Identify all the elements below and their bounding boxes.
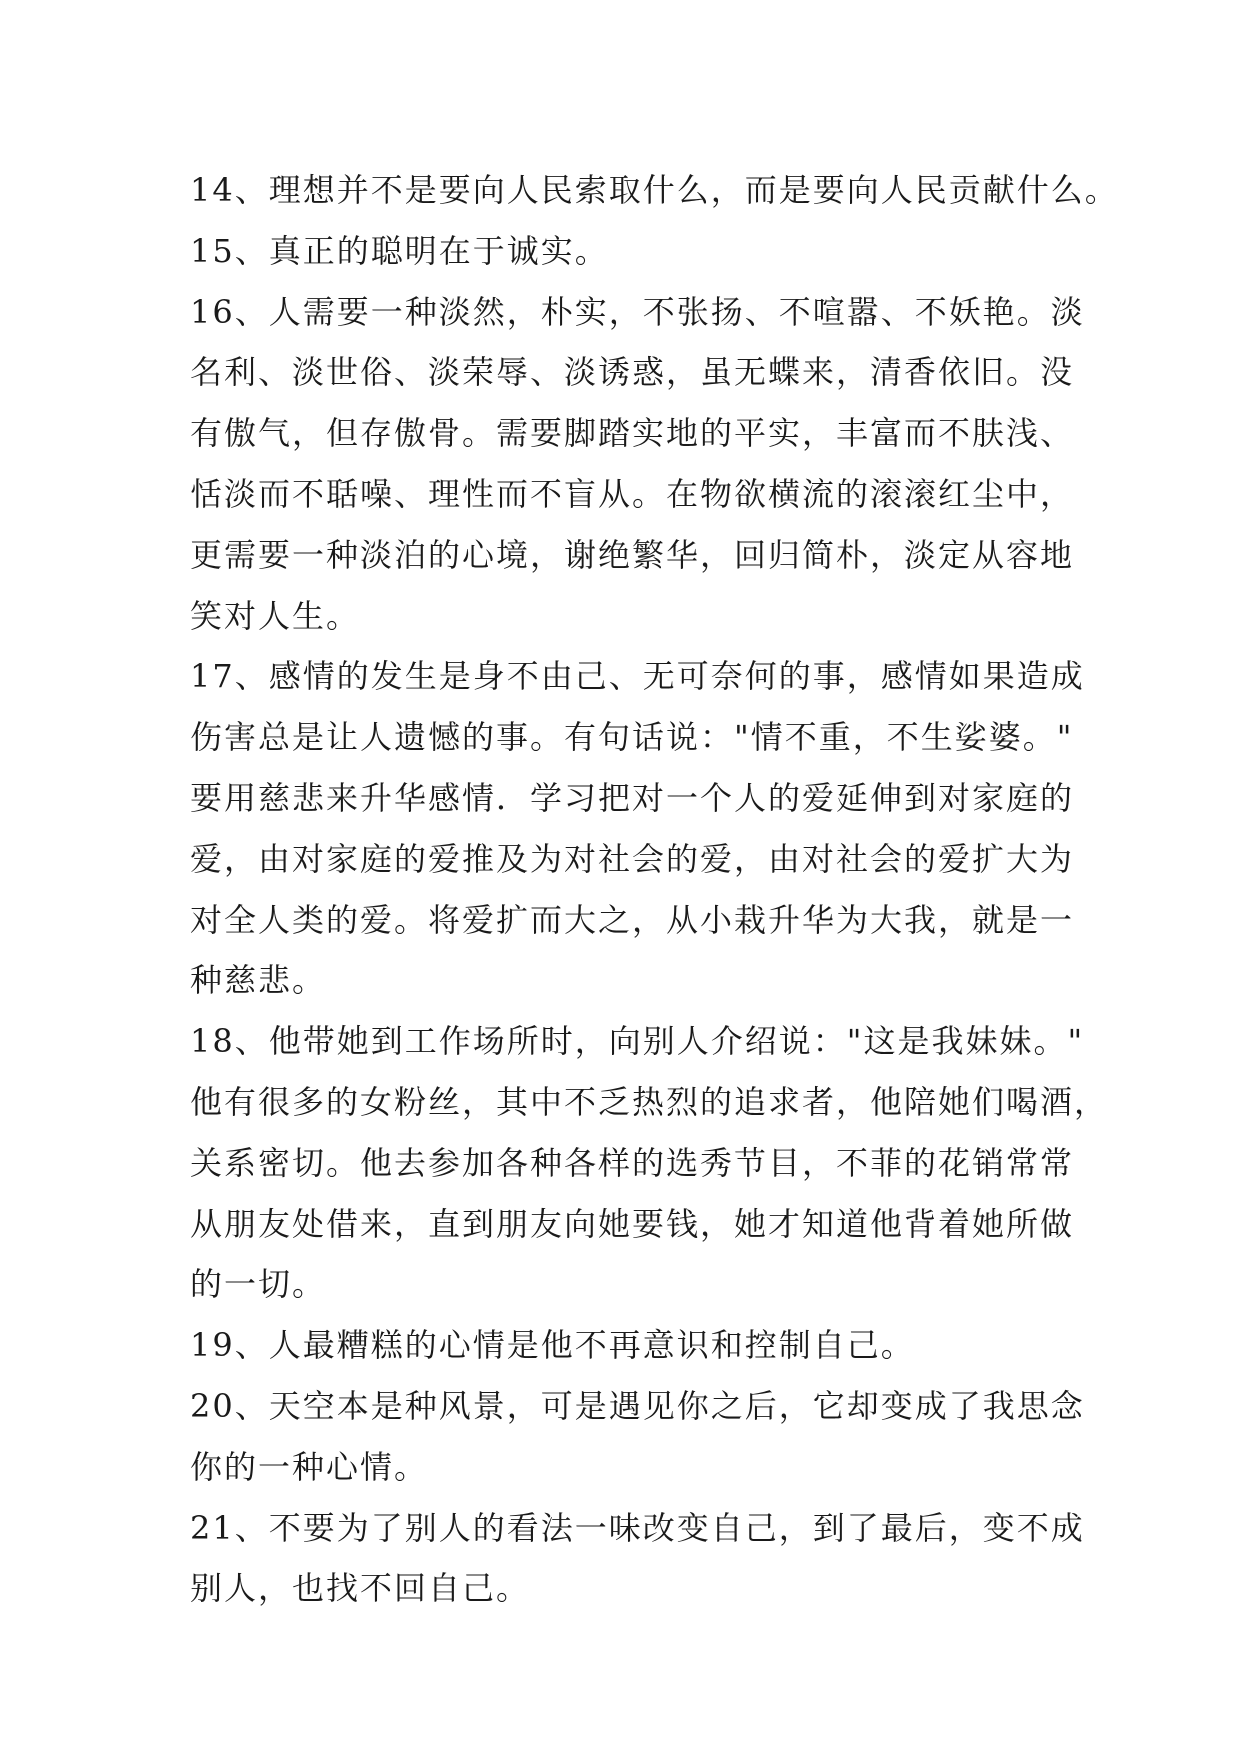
entry-line: 21、不要为了别人的看法一味改变自己，到了最后，变不成 — [190, 1508, 1085, 1547]
entry-21 — [190, 1498, 1090, 1620]
entry-line: 你的一种心情。 — [190, 1447, 429, 1486]
entry-line: 19、人最糟糕的心情是他不再意识和控制自己。 — [190, 1326, 915, 1365]
entry-14 — [190, 160, 1119, 221]
entry-line: 16、人需要一种淡然，朴实，不张扬、不喧嚣、不妖艳。淡 — [190, 292, 1085, 331]
entry-line: 对全人类的爱。将爱扩而大之，从小栽升华为大我，就是一 — [190, 900, 1075, 939]
entry-line: 恬淡而不聒噪、理性而不盲从。在物欲横流的滚滚红尘中， — [190, 474, 1075, 513]
entry-17 — [190, 646, 1090, 1011]
entry-line: 他有很多的女粉丝，其中不乏热烈的追求者，他陪她们喝酒， — [190, 1082, 1109, 1121]
entry-19 — [190, 1315, 1090, 1376]
entry-line: 18、他带她到工作场所时，向别人介绍说："这是我妹妹。" — [190, 1022, 1085, 1061]
entry-16 — [190, 282, 1090, 647]
entry-line: 15、真正的聪明在于诚实。 — [190, 231, 609, 270]
entry-line: 爱，由对家庭的爱推及为对社会的爱，由对社会的爱扩大为 — [190, 839, 1075, 878]
entry-line: 种慈悲。 — [190, 961, 327, 1000]
entry-line: 伤害总是让人遗憾的事。有句话说："情不重，不生娑婆。" — [190, 718, 1074, 757]
entry-line: 要用慈悲来升华感情．学习把对一个人的爱延伸到对家庭的 — [190, 778, 1075, 817]
entry-line: 关系密切。他去参加各种各样的选秀节目，不菲的花销常常 — [190, 1143, 1075, 1182]
entry-18 — [190, 1011, 1109, 1315]
entry-20 — [190, 1376, 1090, 1498]
document-body — [190, 160, 1119, 1619]
entry-line: 20、天空本是种风景，可是遇见你之后，它却变成了我思念 — [190, 1386, 1085, 1425]
entry-line: 从朋友处借来，直到朋友向她要钱，她才知道他背着她所做 — [190, 1204, 1075, 1243]
entry-line: 别人，也找不回自己。 — [190, 1569, 531, 1608]
entry-15 — [190, 221, 1090, 282]
entry-line: 有傲气，但存傲骨。需要脚踏实地的平实，丰富而不肤浅、 — [190, 414, 1075, 453]
entry-line: 名利、淡世俗、淡荣辱、淡诱惑，虽无蝶来，清香依旧。没 — [190, 353, 1075, 392]
entry-line: 17、感情的发生是身不由己、无可奈何的事，感情如果造成 — [190, 657, 1085, 696]
entry-line: 14、理想并不是要向人民索取什么，而是要向人民贡献什么。 — [190, 171, 1119, 209]
entry-line: 更需要一种淡泊的心境，谢绝繁华，回归简朴，淡定从容地 — [190, 535, 1075, 574]
entry-line: 笑对人生。 — [190, 596, 361, 635]
entry-line: 的一切。 — [190, 1265, 327, 1304]
